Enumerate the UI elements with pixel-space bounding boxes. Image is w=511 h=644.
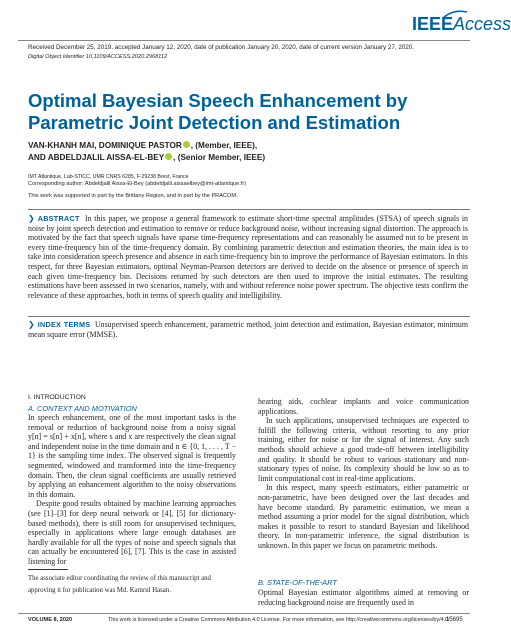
subsection-heading-b: B. STATE-OF-THE-ART [258,578,337,587]
license-note[interactable]: This work is licensed under a Creative Commons Attribution 4.0 License. For more information, see http://creativecommons.org/licenses/by/4.0/ [108,617,450,623]
paragraph: Optimal Bayesian estimator algorithms aimed at removing or reducing background noise are frequently used in [258,588,469,607]
separator [28,316,470,317]
authors-1b: , (Member, IEEE), [190,141,258,150]
authors-2a: AND ABDELDJALIL AISSA-EL-BEY [28,153,165,162]
page-number: 15695 [446,617,463,623]
abstract [28,214,468,300]
section-heading: I. INTRODUCTION [28,394,86,401]
index-terms-label: INDEX TERMS [37,320,91,329]
abstract-label: ABSTRACT [37,214,80,223]
footnote-rule [28,569,68,570]
header-rule [18,40,470,41]
abstract-text: In this paper, we propose a general framework to estimate short-time spectral amplitudes (STSA) of speech signals in noise by joint speech detection and estimation to remove or reduce background noise, without increasing signal distortion. The approach is motivated by the fact that speech signals have sparse time-frequency representations and can reasonably be assumed not to be present in every time-frequency bin of the time-frequency domain. By combining parametric detection and estimation theories, the main idea is to take into consideration speech presence and absence in each time-frequency bin to improve the performance of Bayesian estimators. In this respect, for three Bayesian estimators, optimal Neyman-Pearson detectors are derived to decide on the absence or presence of speech in each given time-frequency bin. Decisions returned by such detectors are then used to improve the initial estimates. The resulting estimations have been assessed in two scenarios, namely, with and without reference noise power spectrum. The objective tests confirm the relevance of these approaches, both in terms of speech quality and intelligibility. [28,214,468,300]
corresponding-author: Corresponding author: Abdeldjalil Aissa-El-Bey (abdeldjalil.aissaelbey@imt-atlantique.fr) [28,181,247,187]
authors-line-2 [28,153,265,162]
orcid-icon[interactable] [165,153,172,160]
abstract-marker-icon: ❯ [28,214,35,223]
logo-text [412,15,511,33]
subsection-heading-a: A. CONTEXT AND MOTIVATION [28,404,137,413]
funding-note: This work was supported in part by the Brittany Region, and in part by the PRACOM. [28,193,238,199]
volume-label: VOLUME 8, 2020 [28,617,73,623]
paragraph: Despite good results obtained by machine learning approaches (see [1]–[3] for deep neural network or [4], [5] for dictionary-based methods), there is still room for unsupervised techniques, especially in applications where large enough databases are hardly available for all the types of noise and speech signals that can actually be encountered [6], [7]. This is the case in assisted listening for [28,499,236,566]
ieee-access-logo [412,9,511,39]
received-dates: Received December 25, 2019, accepted January 12, 2020, date of publication January 20, 2020, date of current version January 27, 2020. [28,44,415,51]
left-column [28,413,236,567]
paragraph: In this respect, many speech estimators, either parametric or non-parametric, have been designed over the last decades and have become standard. By parametric estimation, we mean a method assuming a prior model for the signal distribution, which makes it possible to resort to standard Bayesian and likelihood theory. In non-parametric inference, the signal distribution is unknown. In this paper we focus on parametric methods. [258,483,469,550]
orcid-icon[interactable] [183,141,190,148]
authors-line-1 [28,141,257,150]
doi-line: Digital Object Identifier 10.1109/ACCESS.2020.2968112 [28,54,168,60]
paper-title: Optimal Bayesian Speech Enhancement by Parametric Joint Detection and Estimation [28,90,408,133]
logo-ieee: IEEE [412,14,454,34]
right-column [258,397,469,551]
separator [28,209,470,210]
index-terms-marker-icon: ❯ [28,320,35,329]
index-terms-text: Unsupervised speech enhancement, parametric method, joint detection and estimation, Bayesian estimator, minimum mean square error (MMSE). [28,320,469,339]
footer-rule [18,613,470,614]
affiliation: IMT Atlantique, Lab-STICC, UMR CNRS 6285, F-29238 Brest, France [28,174,189,180]
authors-2b: , (Senior Member, IEEE) [173,153,266,162]
logo-access: Access [453,14,511,34]
right-column-continued [258,588,469,607]
paragraph: hearing aids, cochlear implants and voice communication applications. [258,397,469,416]
paragraph: In such applications, unsupervised techniques are expected to fulfill the following criteria, without resorting to any prior training, either for noise or for the signal of interest. Any such methods should achieve a good trade-off between intelligibility and quality. It should be robust to various stationary and non-stationary types of noise. Its complexity should be low so as to limit computational cost in real-time applications. [258,416,469,483]
authors-1a: VAN-KHANH MAI, DOMINIQUE PASTOR [28,141,182,150]
paragraph: In speech enhancement, one of the most important tasks is the removal or reduction of background noise from a noisy signal y[n] = s[n] + x[n], where s and x are respectively the clean signal and independent noise in the time domain and n ∈ {0, 1, . . . , T − 1} is the sampling time index. The observed signal is frequently segmented, windowed and transformed into the time-frequency domain. Then, the clean signal coefficients are usually retrieved by applying an enhancement algorithm to the noisy observations in this domain. [28,413,236,499]
index-terms [28,320,468,339]
footnote: The associate editor coordinating the review of this manuscript and approving it for publication was Md. Kamrul Hasan. [28,575,211,594]
